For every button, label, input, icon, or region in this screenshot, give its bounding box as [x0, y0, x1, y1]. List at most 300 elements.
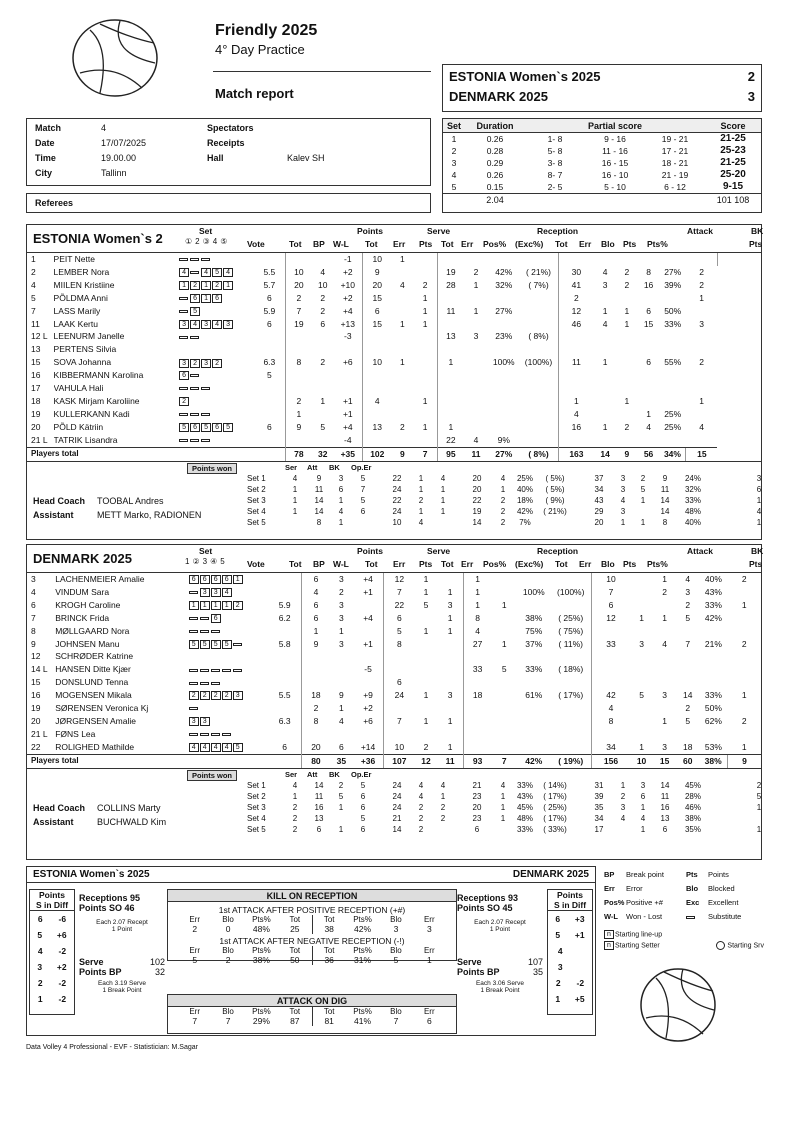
stat-cell: 27%: [495, 305, 513, 316]
stat-cell: [438, 702, 464, 715]
k-value: 25: [290, 924, 300, 934]
stat-cell: [353, 650, 384, 663]
set-stat: 1: [418, 473, 424, 483]
estonia-stats: [26, 224, 762, 540]
stat-cell: 2: [320, 292, 326, 303]
stat-cell: [392, 292, 414, 305]
set-presence: 3 4 3 4 3: [179, 318, 254, 331]
player-name: JOHNSEN Manu: [55, 638, 120, 649]
stat-cell: +4: [363, 612, 373, 623]
set-presence: [189, 702, 269, 715]
k-header: Err: [423, 1007, 435, 1016]
attack-dig-box: [167, 994, 457, 1034]
players-total-row: [27, 447, 761, 460]
team-name: ESTONIA Women`s 2: [33, 231, 163, 246]
set-presence: 3 3: [189, 715, 269, 728]
set-stat: 24: [392, 791, 402, 801]
sindiff-diff: -2: [58, 994, 67, 1004]
stat-cell: [413, 434, 437, 447]
set-stat: 4: [418, 517, 424, 527]
player-row: [27, 612, 761, 625]
stat-cell: [594, 253, 616, 266]
stat-cell: 8: [592, 715, 630, 728]
receipts-label: Receipts: [207, 138, 245, 148]
set-cell: 1- 8: [547, 134, 563, 144]
stat-cell: [558, 330, 594, 343]
stat-cell: 1: [447, 625, 453, 636]
stat-cell: 3: [662, 690, 668, 701]
stat-cell: [330, 650, 353, 663]
stat-cell: [392, 305, 414, 318]
stat-cell: [638, 434, 660, 447]
sindiff-row: [548, 943, 592, 959]
stat-cell: -3: [344, 331, 352, 342]
stat-cell: 4: [558, 408, 594, 421]
stat-cell: 1: [447, 715, 453, 726]
players-total-row: [27, 754, 761, 767]
set-stat: 19: [472, 506, 482, 516]
stat-cell: [659, 292, 686, 305]
stat-cell: [285, 330, 312, 343]
stat-cell: [676, 676, 699, 689]
legend-row: [604, 868, 764, 882]
stat-cell: [491, 702, 517, 715]
set-stat: 4: [440, 473, 446, 483]
stat-cell: [491, 715, 517, 728]
stat-cell: 8: [646, 266, 651, 277]
set-stat: 3: [640, 780, 646, 790]
k-header: Pts%: [252, 946, 271, 955]
player-number: 3: [31, 574, 36, 584]
right-serve-label: Serve: [457, 957, 482, 967]
stat-cell: [353, 728, 384, 741]
stat-cell: [363, 434, 392, 447]
stat-cell: +1: [342, 395, 353, 406]
stat-cell: [659, 343, 686, 356]
set-stat: 14: [660, 780, 670, 790]
set-stat: 1: [756, 517, 762, 527]
legend-abbr: W-L: [604, 912, 619, 921]
col-header-ptsp: Pts%: [647, 559, 668, 569]
player-name: LAAK Kertu: [53, 318, 98, 329]
stat-cell: 6: [302, 599, 330, 612]
set-label: Set 3: [247, 495, 266, 505]
stat-cell: 4: [646, 421, 651, 432]
col-header-exc: (Exc%): [515, 559, 544, 569]
stat-cell: 3: [338, 638, 344, 649]
stat-cell: [363, 408, 392, 421]
set-stat: 32%: [684, 484, 701, 494]
stat-cell: [488, 343, 519, 356]
stat-cell: 10: [363, 253, 392, 266]
stat-cell: [592, 625, 630, 638]
k-value: 7: [192, 1016, 198, 1026]
stat-cell: [686, 330, 717, 343]
col-header-wl: W-L: [333, 239, 349, 249]
set-stat: 4: [338, 506, 344, 516]
stat-cell: [414, 650, 437, 663]
stat-cell: [550, 728, 591, 741]
pos-title: 1st ATTACK AFTER POSITIVE RECEPTION (+#): [218, 905, 406, 915]
set-stat: 14: [314, 780, 324, 790]
stat-cell: [519, 292, 558, 305]
stat-cell: 18: [302, 689, 330, 702]
stat-cell: 2: [400, 421, 405, 432]
points-label: Points: [39, 890, 65, 900]
stat-cell: [285, 253, 312, 266]
stat-cell: 33: [463, 663, 491, 676]
total-cell: 7: [413, 447, 437, 460]
set-mark: ①: [185, 237, 193, 246]
stat-cell: [491, 728, 517, 741]
stat-cell: 12: [384, 573, 415, 586]
k-header: Blo: [390, 915, 402, 924]
set-stat: 45%: [684, 780, 701, 790]
player-number: 8: [31, 625, 36, 636]
set-stat: 5: [756, 791, 762, 801]
stat-cell: [437, 395, 464, 408]
left-rec-note1: Each 2.07 Recept: [96, 919, 148, 926]
legend-desc: Error: [626, 884, 643, 893]
stat-cell: 100%: [492, 357, 515, 368]
stat-cell: [463, 702, 491, 715]
legend-abbr: BP: [604, 870, 615, 879]
kill-title: KILL ON RECEPTION: [168, 890, 456, 902]
stat-cell: [686, 253, 717, 266]
stat-cell: +1: [363, 638, 373, 649]
stat-cell: [254, 343, 285, 356]
set-label: Set 4: [247, 506, 266, 516]
stat-cell: 1: [320, 395, 326, 406]
set-stat: ( 5%): [545, 484, 565, 494]
set-stat: 1: [756, 824, 762, 834]
set-stat: 6: [360, 506, 366, 516]
stat-cell: 1: [463, 573, 491, 586]
left-serve-note2: 1 Break Point: [102, 987, 142, 994]
stat-cell: [558, 369, 594, 382]
set-stat: 6: [662, 824, 668, 834]
set-stat: 23: [472, 813, 482, 823]
stat-cell: 1: [639, 612, 644, 623]
stat-cell: 23%: [495, 331, 513, 342]
col-header-bkpts: Pts: [749, 559, 763, 569]
k-value: 6: [426, 1016, 432, 1026]
stat-cell: [550, 573, 591, 586]
stat-cell: [594, 382, 616, 395]
set-presence: 1 1 1 1 2: [189, 599, 269, 612]
stat-cell: 15: [363, 318, 392, 331]
set-score: 21-25: [720, 157, 746, 168]
set-stat: ( 25%): [543, 802, 567, 812]
col-header-tot: Tot: [441, 239, 454, 249]
volleyball-icon: [70, 18, 160, 98]
stat-cell: 6: [646, 357, 651, 368]
sets-table: [442, 118, 762, 213]
stat-cell: [268, 728, 301, 741]
player-row: [27, 625, 761, 638]
set-stat: 14: [314, 506, 324, 516]
col-header-pts: Pts: [419, 559, 433, 569]
stat-cell: [464, 356, 488, 369]
referees-label: Referees: [35, 198, 74, 208]
set-stat: ( 17%): [543, 813, 567, 823]
assistant-label: Assistant: [33, 816, 74, 827]
stat-cell: 1: [602, 357, 608, 368]
set-cell: 11 - 16: [602, 146, 628, 156]
stat-cell: [519, 318, 558, 331]
k-header: Tot: [289, 1007, 301, 1016]
stat-cell: +14: [360, 741, 376, 752]
stat-cell: [285, 382, 312, 395]
set-cell: 9 - 16: [604, 134, 626, 144]
player-name: KIBBERMANN Karolina: [53, 370, 144, 381]
stat-cell: 6: [384, 612, 415, 625]
player-name: MØLLGAARD Nora: [55, 625, 130, 636]
stat-cell: 1: [741, 690, 747, 701]
set-stat: 1: [338, 824, 344, 834]
stat-cell: [268, 573, 301, 586]
player-name: PERTENS Silvia: [53, 344, 117, 355]
k-header: Err: [423, 915, 435, 924]
stat-cell: 43%: [704, 586, 722, 597]
legend-row: [604, 896, 764, 910]
stat-cell: 5.9: [263, 305, 276, 316]
set-mark: 4: [212, 237, 218, 246]
stat-cell: 2: [741, 638, 747, 649]
stat-cell: [558, 434, 594, 447]
set-stat: 6: [316, 824, 322, 834]
set-stat: 7%: [519, 517, 531, 527]
legend-desc: Substitute: [708, 912, 742, 921]
set-stat: 3: [620, 473, 626, 483]
set-stat: 42%: [516, 506, 533, 516]
stat-cell: [268, 663, 301, 676]
set-mark: 2: [195, 237, 200, 246]
legend: [604, 868, 764, 924]
player-number: 17: [31, 383, 41, 394]
stat-cell: [699, 663, 727, 676]
stat-cell: [312, 369, 334, 382]
stat-cell: [717, 253, 736, 266]
set-row: [443, 157, 761, 169]
stat-cell: [653, 599, 676, 612]
stat-cell: [491, 612, 517, 625]
left-serve-note1: Each 3.19 Serve: [97, 980, 147, 987]
stat-cell: [558, 382, 594, 395]
col-header-pts: Pts: [623, 239, 637, 249]
set-stat: 17: [594, 824, 604, 834]
stat-cell: 2: [685, 599, 691, 610]
stat-cell: 33%: [525, 664, 543, 675]
player-number: 13: [31, 344, 41, 355]
stat-cell: 12: [592, 612, 630, 625]
stat-cell: 7: [592, 586, 630, 599]
set-stat: 2: [418, 813, 424, 823]
player-number: 20: [31, 421, 41, 432]
stat-cell: [594, 292, 616, 305]
set-stat: 1: [500, 802, 506, 812]
set-label: Set 3: [247, 802, 266, 812]
stat-cell: [517, 741, 550, 754]
k-value: 3: [426, 924, 432, 934]
sets-breakdown: [27, 461, 761, 531]
k-value: 7: [225, 1016, 231, 1026]
stat-cell: 5.5: [278, 690, 291, 701]
set-label: Set 5: [247, 517, 266, 527]
set-stat: 6: [360, 824, 366, 834]
set-presence: 6 6 6 6 1: [189, 573, 269, 586]
set-stat: 13: [314, 813, 324, 823]
stat-cell: 1: [447, 612, 453, 623]
player-row: [27, 702, 761, 715]
set-stat: ( 21%): [543, 506, 567, 516]
set-stat: 8: [662, 517, 668, 527]
stat-cell: [302, 728, 330, 741]
player-name: FØNS Lea: [55, 728, 96, 739]
sindiff-s: 3: [37, 962, 43, 972]
stat-cell: 19: [437, 266, 464, 279]
stat-cell: 18: [463, 689, 491, 702]
s-in-diff-label: S in Diff: [548, 900, 592, 911]
sindiff-diff: +1: [574, 930, 585, 940]
set-stat: 1: [756, 495, 762, 505]
sindiff-s: 5: [555, 930, 561, 940]
player-name: SOVA Johanna: [53, 357, 112, 368]
player-number: 2: [31, 266, 36, 277]
stat-cell: 6: [267, 421, 272, 432]
stat-cell: [392, 330, 414, 343]
time-label: Time: [35, 153, 56, 163]
k-value: 29%: [252, 1016, 270, 1026]
stat-cell: [437, 253, 464, 266]
stat-cell: [464, 292, 488, 305]
stat-cell: [592, 728, 630, 741]
k-header: Blo: [222, 946, 234, 955]
stat-cell: [392, 408, 414, 421]
stat-cell: 6: [282, 741, 288, 752]
stat-cell: [437, 318, 464, 331]
total-cell: 9: [616, 447, 638, 460]
set-stat: ( 9%): [545, 495, 565, 505]
stat-cell: 50%: [704, 703, 722, 714]
stat-cell: [550, 650, 591, 663]
set-stat: 1: [292, 791, 298, 801]
stat-cell: [254, 408, 285, 421]
set-stat: 38%: [684, 813, 701, 823]
stat-cell: 33%: [704, 690, 722, 701]
set-stat: 1: [338, 802, 344, 812]
stat-cell: [517, 702, 550, 715]
k-header: Pts%: [252, 915, 271, 924]
coach-label: Head Coach: [33, 495, 86, 506]
set-cell: 6 - 12: [664, 182, 686, 192]
k-value: 87: [290, 1016, 300, 1026]
set-marks: [185, 557, 228, 566]
stat-cell: [638, 369, 660, 382]
stat-cell: [699, 728, 727, 741]
player-number: 19: [31, 703, 41, 714]
stat-cell: [630, 599, 653, 612]
left-pbp-label: Points BP: [79, 967, 122, 977]
sindiff-diff: +3: [574, 914, 585, 924]
set-stat: 40%: [684, 517, 701, 527]
stat-cell: [463, 741, 491, 754]
k-value: 0: [225, 924, 231, 934]
stat-cell: 10: [285, 266, 312, 279]
stat-cell: [437, 382, 464, 395]
stat-cell: [728, 676, 761, 689]
set-presence: 5 5 5 5: [189, 638, 269, 651]
stat-cell: [728, 702, 761, 715]
set-label: Set 4: [247, 813, 266, 823]
k-value: 3: [393, 924, 399, 934]
stat-cell: [302, 663, 330, 676]
stat-cell: [392, 369, 414, 382]
player-number: 21 L: [31, 434, 48, 445]
set-stat: 3: [620, 506, 626, 516]
stat-cell: [519, 395, 558, 408]
k-value: 7: [393, 1016, 399, 1026]
duration-header: Duration: [476, 121, 514, 131]
stat-cell: [638, 395, 660, 408]
stat-cell: [413, 369, 437, 382]
stat-cell: 39%: [664, 279, 682, 290]
stat-cell: [268, 625, 301, 638]
stat-cell: [659, 369, 686, 382]
stat-cell: 9: [363, 266, 392, 279]
set-stat: 22: [392, 495, 402, 505]
player-name: ROLIGHED Mathilde: [55, 741, 135, 752]
summary-right-team: DENMARK 2025: [512, 869, 589, 880]
pw-header: Att: [307, 769, 318, 779]
stat-cell: 37%: [525, 638, 543, 649]
stat-cell: +4: [342, 421, 353, 432]
stat-cell: [686, 382, 717, 395]
stat-cell: 2: [338, 586, 344, 597]
set-stat: 1: [620, 517, 626, 527]
stat-cell: -4: [344, 434, 352, 445]
set-mark: 5: [220, 557, 225, 566]
player-row: [27, 689, 761, 702]
set-cell: 5 - 10: [604, 182, 626, 192]
stat-cell: [392, 434, 414, 447]
k-header: Err: [189, 915, 201, 924]
k-header: Err: [189, 946, 201, 955]
player-row: [27, 728, 761, 741]
stat-cell: [686, 408, 717, 421]
stat-cell: [330, 728, 353, 741]
set-label: Set 2: [247, 791, 266, 801]
stat-cell: [630, 676, 653, 689]
stat-cell: [699, 650, 727, 663]
stat-cell: 55%: [664, 357, 682, 368]
stat-cell: [737, 253, 761, 266]
k-header: Tot: [312, 1007, 346, 1016]
set-presence: [179, 408, 254, 421]
stat-cell: 11: [558, 356, 594, 369]
set-presence: 3 2 3 2: [179, 356, 254, 369]
stat-cell: [413, 343, 437, 356]
player-row: [27, 382, 761, 395]
k-value: 2: [192, 924, 198, 934]
stat-cell: [330, 676, 353, 689]
stat-cell: 22: [437, 434, 464, 447]
stat-cell: [517, 599, 550, 612]
stat-cell: 1: [741, 741, 747, 752]
player-row: [27, 279, 761, 292]
total-cell: 163: [558, 447, 594, 460]
total-cell: 93: [463, 754, 491, 767]
